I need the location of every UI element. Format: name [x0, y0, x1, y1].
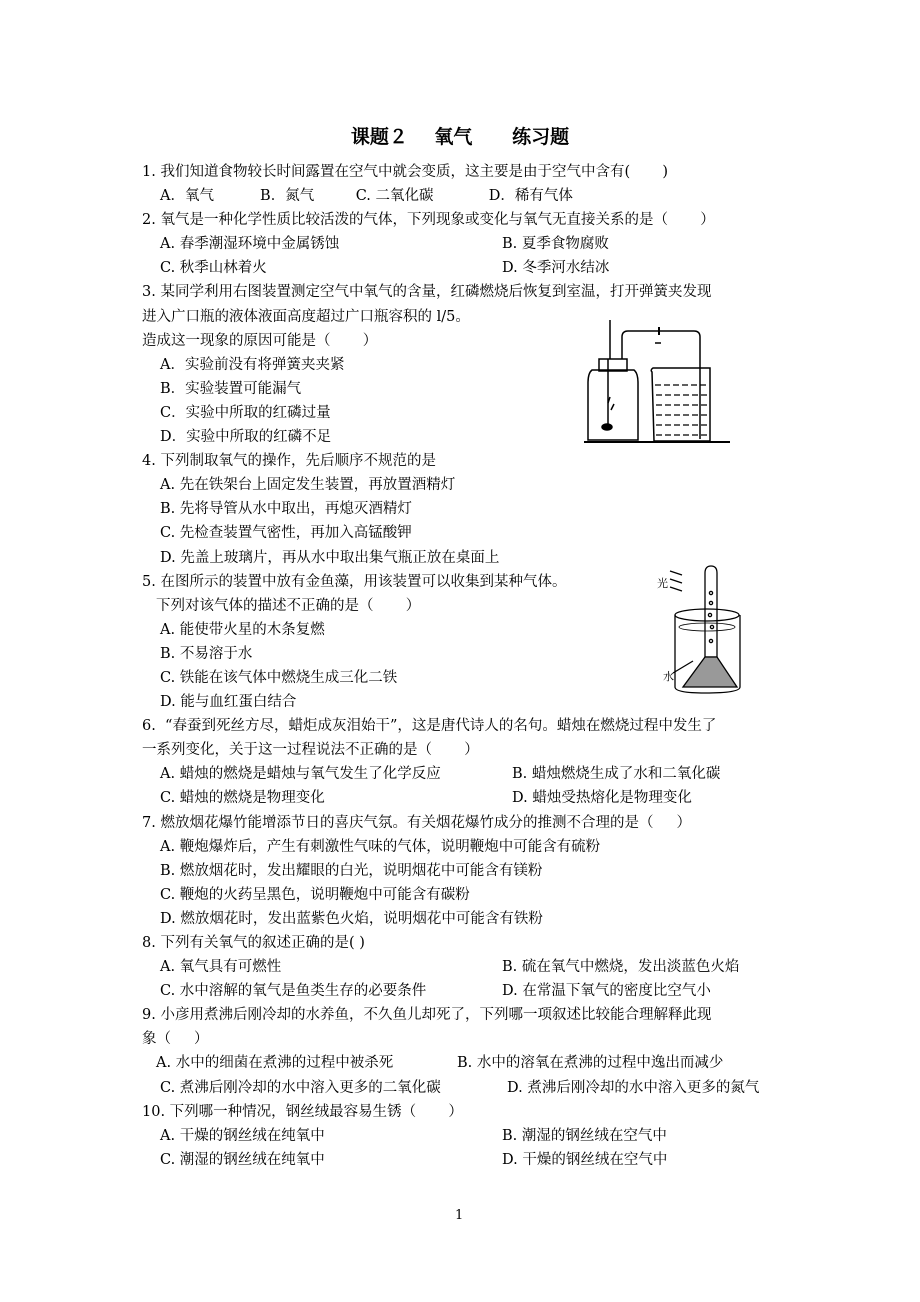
q5-option-d: D. 能与血红蛋白结合: [160, 694, 297, 711]
q2-option-c: C. 秋季山林着火: [160, 260, 267, 277]
q3-stem-1: 3. 某同学利用右图装置测定空气中氧气的含量，红磷燃烧后恢复到室温，打开弹簧夹发现: [142, 284, 712, 301]
q6-option-c: C. 蜡烛的燃烧是物理变化: [160, 790, 325, 807]
q5-option-a: A. 能使带火星的木条复燃: [160, 621, 325, 638]
q8-stem: 8. 下列有关氧气的叙述正确的是( ): [142, 935, 365, 951]
aquatic-plant-gas-collection-diagram: [655, 563, 750, 698]
q8-option-b: B. 硫在氧气中燃烧，发出淡蓝色火焰: [502, 959, 740, 976]
q8-option-d: D. 在常温下氧气的密度比空气小: [502, 983, 711, 1000]
q4-option-a: A. 先在铁架台上固定发生装置，再放置酒精灯: [160, 477, 456, 494]
page-title: 课题２ 氧气 练习题: [350, 126, 570, 148]
q3-stem-3: 造成这一现象的原因可能是（ ）: [142, 332, 378, 349]
q3-option-d: D．实验中所取的红磷不足: [160, 429, 332, 446]
q6-stem-2: 一系列变化，关于这一过程说法不正确的是（ ）: [142, 742, 479, 759]
q6-stem-1: 6. “春蚕到死丝方尽，蜡炬成灰泪始干”，这是唐代诗人的名句。蜡烛在燃烧过程中发生了: [142, 718, 717, 735]
q3-option-b: B．实验装置可能漏气: [160, 380, 302, 397]
q6-option-b: B. 蜡烛燃烧生成了水和二氧化碳: [512, 766, 721, 783]
q4-stem: 4. 下列制取氧气的操作，先后顺序不规范的是: [142, 453, 436, 470]
q10-option-a: A. 干燥的钢丝绒在纯氧中: [160, 1127, 325, 1144]
q5-option-b: B. 不易溶于水: [160, 645, 253, 662]
q7-stem: 7. 燃放烟花爆竹能增添节日的喜庆气氛。有关烟花爆竹成分的推测不合理的是（ ）: [142, 814, 691, 831]
q2-option-d: D. 冬季河水结冰: [502, 260, 610, 277]
q6-option-a: A. 蜡烛的燃烧是蜡烛与氧气发生了化学反应: [160, 766, 441, 783]
q9-option-b: B. 水中的溶氧在煮沸的过程中逸出而减少: [457, 1055, 724, 1072]
water-label: 水: [663, 670, 674, 683]
q3-option-a: A．实验前没有将弹簧夹夹紧: [160, 356, 345, 373]
light-label: 光: [657, 577, 668, 590]
q5-stem-2: 下列对该气体的描述不正确的是（ ）: [156, 597, 421, 614]
q7-option-b: B. 燃放烟花时，发出耀眼的白光，说明烟花中可能含有镁粉: [160, 862, 543, 879]
q10-option-c: C. 潮湿的钢丝绒在纯氧中: [160, 1151, 325, 1168]
q10-option-b: B. 潮湿的钢丝绒在空气中: [502, 1127, 667, 1144]
q3-option-c: C．实验中所取的红磷过量: [160, 404, 331, 421]
q6-option-d: D. 蜡烛受热熔化是物理变化: [512, 790, 692, 807]
q1-options: A．氧气 B．氮气 C. 二氧化碳 D．稀有气体: [160, 188, 573, 205]
q1-stem: 1. 我们知道食物较长时间露置在空气中就会变质，这主要是由于空气中含有( ): [142, 164, 669, 180]
q7-option-a: A. 鞭炮爆炸后，产生有刺激性气味的气体，说明鞭炮中可能含有硫粉: [160, 838, 601, 855]
q2-option-b: B. 夏季食物腐败: [502, 236, 609, 253]
q5-option-c: C. 铁能在该气体中燃烧生成三化二铁: [160, 669, 398, 686]
page-number: 1: [455, 1208, 464, 1223]
q4-option-b: B. 先将导管从水中取出，再熄灭酒精灯: [160, 501, 412, 518]
oxygen-measurement-apparatus-diagram: [570, 315, 735, 447]
q10-stem: 10. 下列哪一种情况，钢丝绒最容易生锈（ ）: [142, 1103, 463, 1120]
q7-option-c: C. 鞭炮的火药呈黑色，说明鞭炮中可能含有碳粉: [160, 886, 470, 903]
q7-option-d: D. 燃放烟花时，发出蓝紫色火焰，说明烟花中可能含有铁粉: [160, 910, 543, 927]
q4-option-d: D. 先盖上玻璃片，再从水中取出集气瓶正放在桌面上: [160, 549, 500, 566]
q9-stem-1: 9. 小彦用煮沸后刚冷却的水养鱼，不久鱼儿却死了，下列哪一项叙述比较能合理解释此现: [142, 1007, 712, 1024]
q9-option-c: C. 煮沸后刚冷却的水中溶入更多的二氧化碳: [160, 1079, 441, 1096]
q2-option-a: A. 春季潮湿环境中金属锈蚀: [160, 236, 340, 253]
q2-stem: 2. 氧气是一种化学性质比较活泼的气体，下列现象或变化与氧气无直接关系的是（ ）: [142, 212, 715, 229]
q8-option-a: A. 氧气具有可燃性: [160, 959, 282, 976]
q9-option-a: A. 水中的细菌在煮沸的过程中被杀死: [156, 1055, 394, 1072]
q3-stem-2: 进入广口瓶的液体液面高度超过广口瓶容积的 l/5。: [142, 308, 470, 325]
q4-option-c: C. 先检查装置气密性，再加入高锰酸钾: [160, 525, 412, 542]
q10-option-d: D. 干燥的钢丝绒在空气中: [502, 1151, 668, 1168]
q5-stem-1: 5. 在图所示的装置中放有金鱼藻，用该装置可以收集到某种气体。: [142, 573, 567, 590]
q8-option-c: C. 水中溶解的氧气是鱼类生存的必要条件: [160, 983, 427, 1000]
q9-option-d: D. 煮沸后刚冷却的水中溶入更多的氮气: [507, 1079, 760, 1096]
q9-stem-2: 象（ ）: [142, 1031, 209, 1048]
